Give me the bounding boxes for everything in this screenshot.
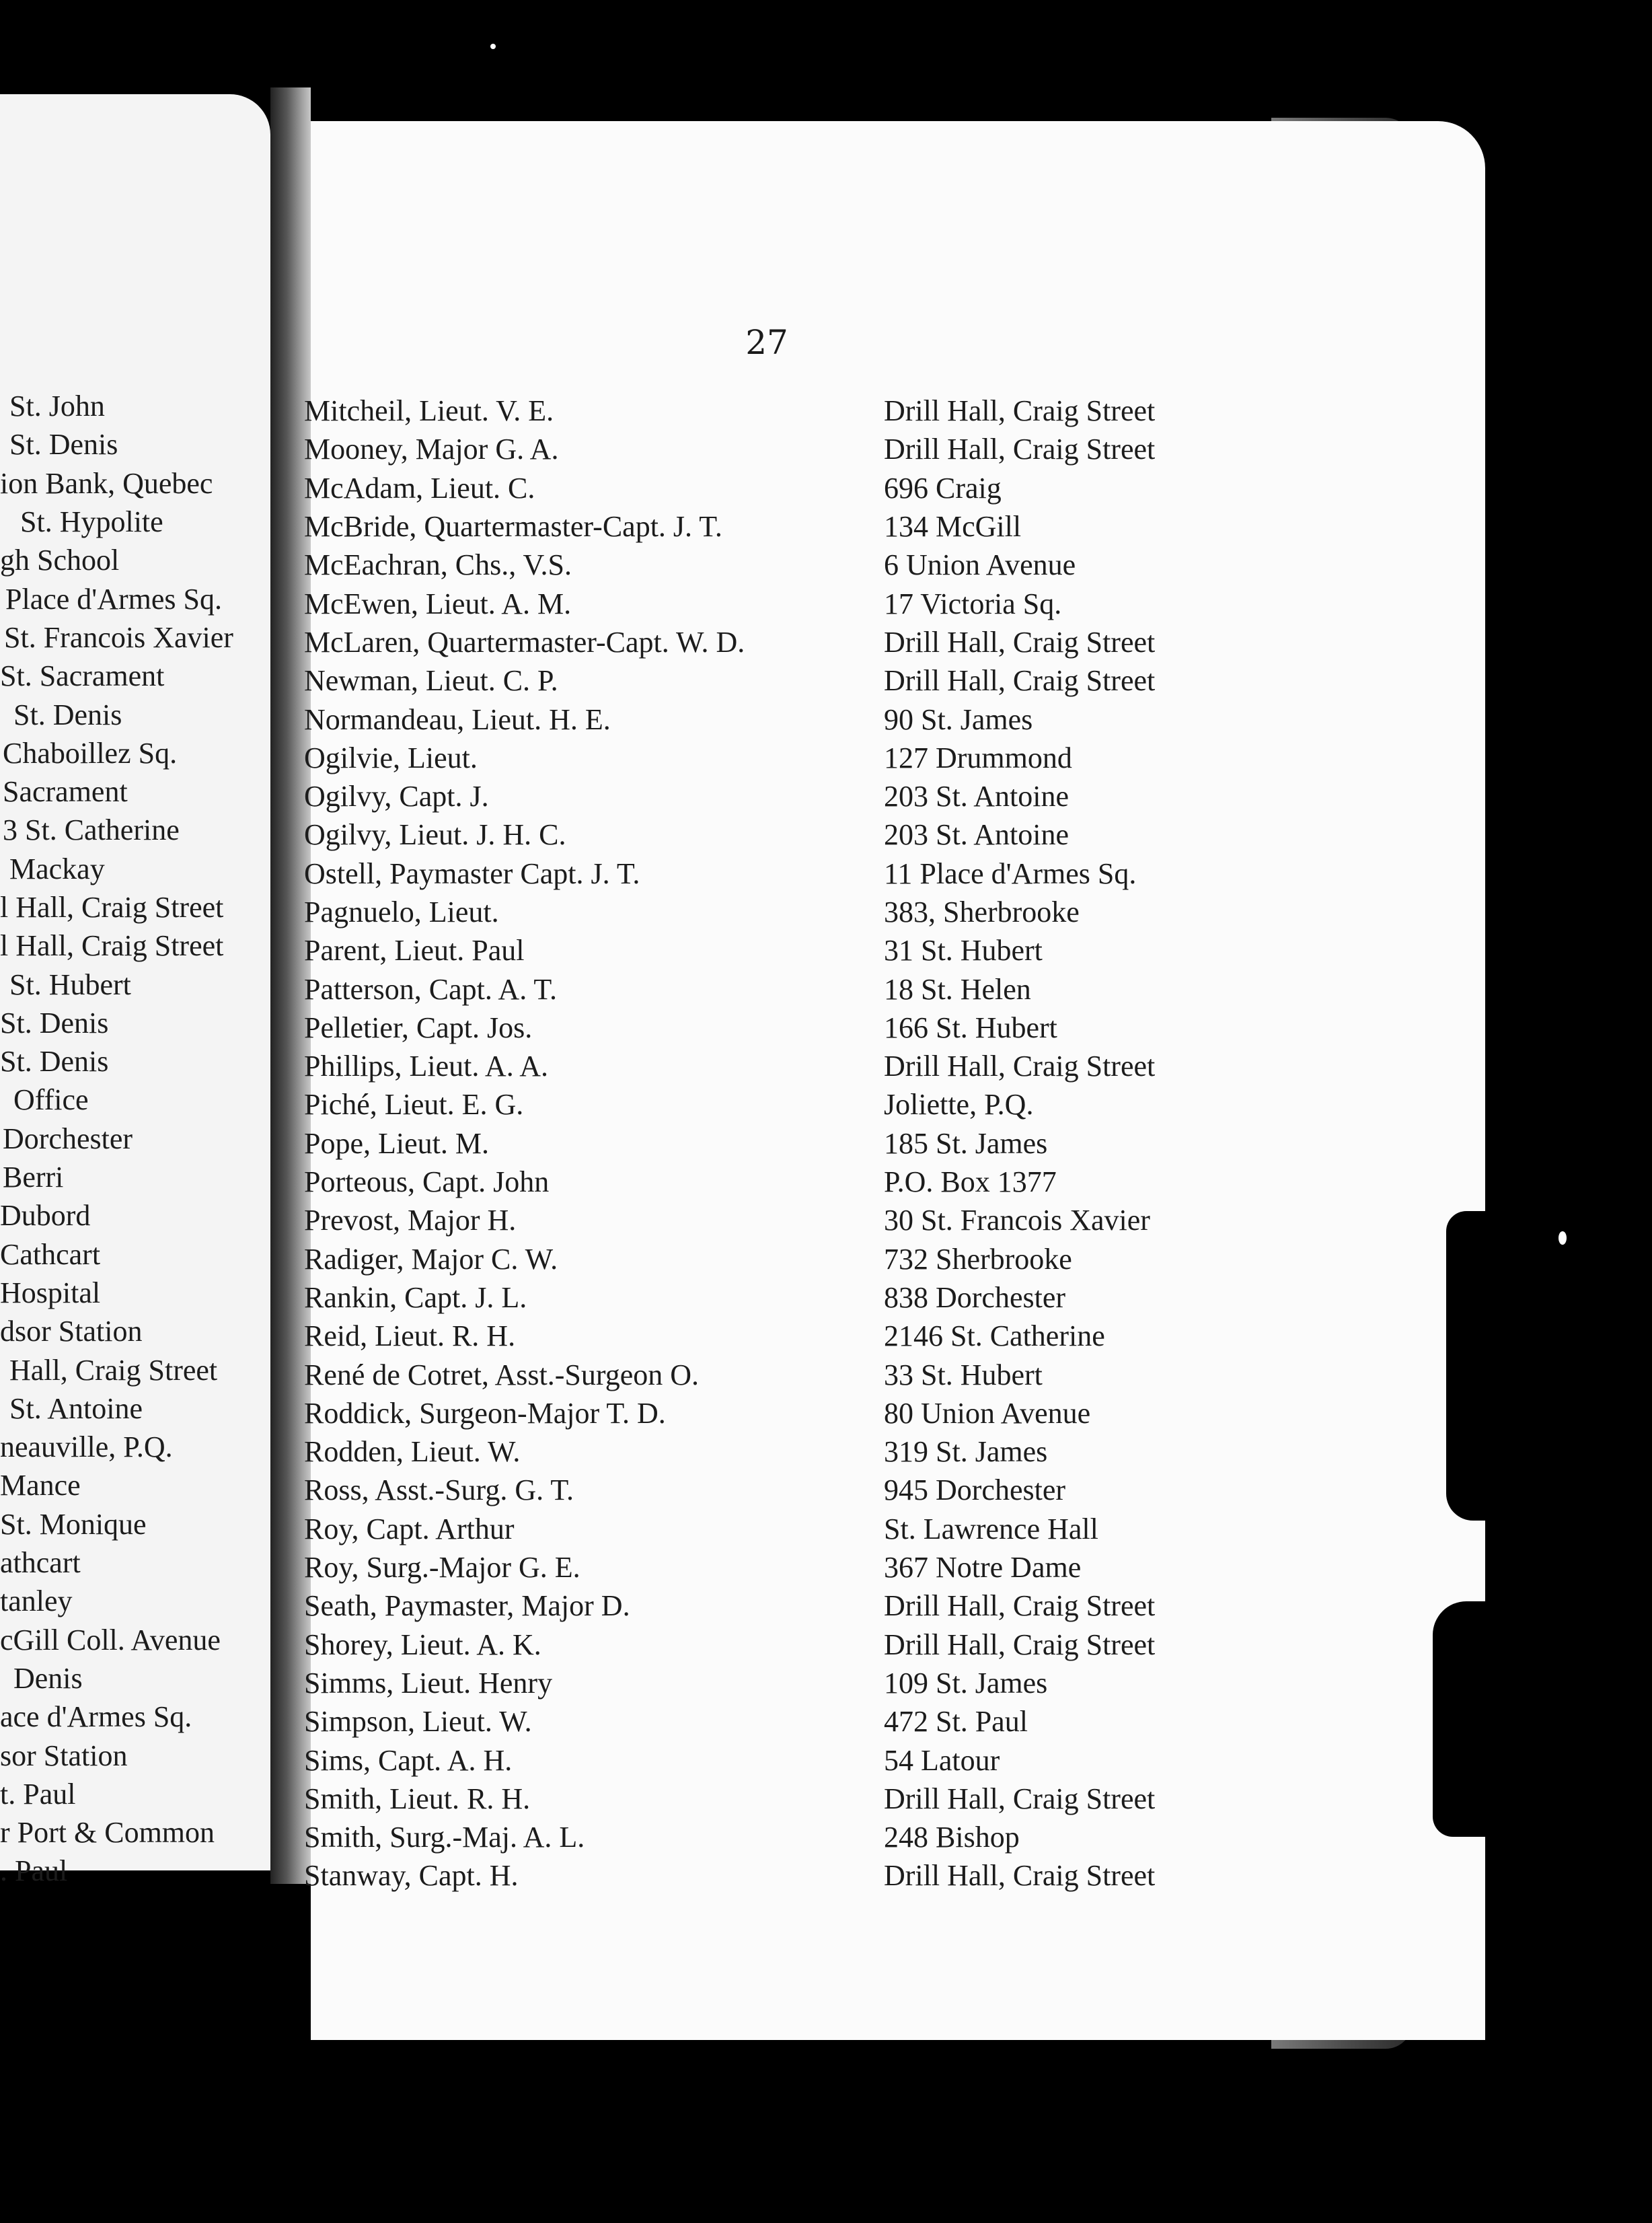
left-page-line: Chaboillez Sq. [3, 736, 178, 770]
left-page-line: Sacrament [3, 775, 128, 809]
left-page-line: Cathcart [0, 1237, 101, 1271]
entry-name: Pelletier, Capt. Jos. [304, 1011, 533, 1044]
directory-entry [304, 1317, 1286, 1355]
directory-entry [304, 1394, 1286, 1432]
left-page-line: ace d'Armes Sq. [0, 1700, 192, 1734]
entry-name: Smith, Lieut. R. H. [304, 1782, 531, 1815]
directory-entry [304, 1626, 1286, 1664]
left-page-line: St. Francois Xavier [4, 620, 233, 654]
entry-name: Ostell, Paymaster Capt. J. T. [304, 857, 640, 890]
entry-address: Drill Hall, Craig Street [884, 394, 1156, 428]
left-page-line: 3 St. Catherine [3, 813, 180, 847]
directory-list [304, 392, 1286, 1895]
entry-name: Piché, Lieut. E. G. [304, 1088, 524, 1122]
left-page-line: Hospital [0, 1276, 101, 1309]
left-page-line: St. Hypolite [20, 505, 163, 539]
directory-entry [304, 1471, 1286, 1509]
entry-address: Drill Hall, Craig Street [884, 1782, 1156, 1815]
entry-name: McEwen, Lieut. A. M. [304, 587, 572, 620]
entry-name: Smith, Surg.-Maj. A. L. [304, 1821, 585, 1854]
directory-entry [304, 1856, 1286, 1895]
entry-address: 203 St. Antoine [884, 818, 1069, 852]
entry-name: Porteous, Capt. John [304, 1165, 550, 1199]
entry-address: 203 St. Antoine [884, 780, 1069, 813]
left-page-line: Hall, Craig Street [9, 1353, 218, 1387]
left-page-line: tanley [0, 1584, 73, 1618]
entry-address: Drill Hall, Craig Street [884, 1589, 1156, 1623]
entry-address: 166 St. Hubert [884, 1011, 1057, 1044]
left-page-line: St. Denis [13, 698, 122, 731]
directory-entry [304, 623, 1286, 661]
entry-name: Ogilvy, Lieut. J. H. C. [304, 818, 566, 852]
entry-name: Prevost, Major H. [304, 1204, 517, 1237]
left-page-line: l Hall, Craig Street [0, 891, 224, 924]
entry-name: Simms, Lieut. Henry [304, 1666, 553, 1700]
entry-address: 127 Drummond [884, 741, 1072, 774]
entry-name: Patterson, Capt. A. T. [304, 972, 558, 1006]
entry-address: St. Lawrence Hall [884, 1512, 1098, 1545]
directory-entry [304, 1664, 1286, 1702]
entry-address: Drill Hall, Craig Street [884, 1859, 1156, 1893]
entry-address: 33 St. Hubert [884, 1358, 1043, 1391]
left-page-line: St. John [9, 390, 105, 423]
left-page-text [0, 387, 270, 1891]
directory-entry [304, 469, 1286, 507]
left-page-line: Mance [0, 1469, 81, 1502]
left-page-line: Place d'Armes Sq. [5, 582, 222, 616]
directory-entry [304, 1278, 1286, 1317]
directory-entry [304, 854, 1286, 893]
entry-address: 383, Sherbrooke [884, 896, 1080, 928]
entry-address: Joliette, P.Q. [884, 1088, 1034, 1122]
entry-address: 472 St. Paul [884, 1705, 1028, 1739]
left-page-line: neauville, P.Q. [0, 1430, 173, 1464]
left-page-line: athcart [0, 1546, 81, 1580]
entry-name: Shorey, Lieut. A. K. [304, 1628, 541, 1661]
entry-address: 134 McGill [884, 510, 1022, 544]
entry-name: Stanway, Capt. H. [304, 1859, 519, 1893]
entry-name: McBride, Quartermaster-Capt. J. T. [304, 510, 722, 544]
entry-address: 319 St. James [884, 1435, 1048, 1469]
entry-name: Mitcheil, Lieut. V. E. [304, 394, 554, 428]
directory-entry [304, 584, 1286, 622]
entry-name: McEachran, Chs., V.S. [304, 548, 572, 582]
directory-entry [304, 1240, 1286, 1278]
left-page-line: Office [13, 1083, 89, 1117]
directory-entry [304, 931, 1286, 970]
left-page-line: St. Denis [0, 1045, 109, 1079]
left-page-line: Dubord [0, 1199, 91, 1233]
scan-speck [490, 44, 496, 49]
entry-address: 54 Latour [884, 1743, 1000, 1777]
directory-entry [304, 815, 1286, 854]
entry-address: 945 Dorchester [884, 1473, 1066, 1507]
left-page-line: Mackay [9, 852, 105, 885]
left-page-line: gh School [0, 544, 120, 577]
entry-name: Sims, Capt. A. H. [304, 1743, 513, 1777]
entry-name: Seath, Paymaster, Major D. [304, 1589, 630, 1623]
directory-entry [304, 1085, 1286, 1124]
torn-page-edge [1446, 1211, 1487, 1521]
directory-entry [304, 546, 1286, 584]
entry-name: Ogilvy, Capt. J. [304, 780, 489, 813]
left-page-line: St. Antoine [9, 1391, 143, 1425]
entry-address: Drill Hall, Craig Street [884, 1050, 1156, 1083]
entry-name: Ross, Asst.-Surg. G. T. [304, 1473, 574, 1507]
entry-name: Reid, Lieut. R. H. [304, 1319, 516, 1353]
entry-name: Mooney, Major G. A. [304, 433, 559, 466]
directory-entry [304, 739, 1286, 777]
left-page-line: l Hall, Craig Street [0, 929, 224, 963]
entry-name: Pagnuelo, Lieut. [304, 896, 499, 928]
entry-address: 80 Union Avenue [884, 1396, 1091, 1430]
entry-address: Drill Hall, Craig Street [884, 625, 1156, 659]
entry-name: Ogilvie, Lieut. [304, 741, 478, 774]
directory-entry [304, 1741, 1286, 1779]
directory-entry [304, 1510, 1286, 1548]
directory-entry [304, 507, 1286, 546]
directory-entry [304, 392, 1286, 430]
entry-address: 90 St. James [884, 702, 1033, 736]
left-page-line: Dorchester [3, 1122, 133, 1155]
left-page-line: cGill Coll. Avenue [0, 1623, 221, 1656]
directory-entry [304, 661, 1286, 700]
entry-address: Drill Hall, Craig Street [884, 1628, 1156, 1661]
directory-entry [304, 1201, 1286, 1239]
left-page-line: St. Denis [0, 1006, 109, 1040]
entry-address: 109 St. James [884, 1666, 1048, 1700]
entry-address: 6 Union Avenue [884, 548, 1076, 582]
directory-entry [304, 1818, 1286, 1856]
left-page-line: . Paul [0, 1854, 68, 1888]
directory-entry [304, 893, 1286, 931]
left-page-line: dsor Station [0, 1315, 143, 1348]
entry-name: Normandeau, Lieut. H. E. [304, 702, 611, 736]
directory-entry [304, 970, 1286, 1008]
entry-name: Pope, Lieut. M. [304, 1126, 489, 1160]
entry-address: 2146 St. Catherine [884, 1319, 1105, 1353]
left-page-line: St. Hubert [9, 968, 131, 1001]
entry-address: P.O. Box 1377 [884, 1165, 1057, 1199]
left-page-line: St. Sacrament [0, 659, 165, 693]
left-page-line: t. Paul [0, 1777, 76, 1811]
directory-entry [304, 430, 1286, 468]
entry-address: 248 Bishop [884, 1821, 1020, 1854]
torn-page-edge [1433, 1601, 1487, 1837]
scan-speck [1559, 1231, 1567, 1245]
left-page-line: ion Bank, Quebec [0, 466, 213, 500]
left-page-line: Denis [13, 1661, 83, 1695]
directory-entry [304, 777, 1286, 815]
directory-entry [304, 1702, 1286, 1741]
directory-entry [304, 1780, 1286, 1818]
entry-address: 732 Sherbrooke [884, 1242, 1072, 1276]
directory-entry [304, 1009, 1286, 1047]
directory-entry [304, 1124, 1286, 1163]
left-page-line: sor Station [0, 1739, 128, 1772]
entry-address: Drill Hall, Craig Street [884, 664, 1156, 698]
directory-entry [304, 700, 1286, 738]
entry-address: Drill Hall, Craig Street [884, 433, 1156, 466]
entry-name: Rankin, Capt. J. L. [304, 1280, 527, 1314]
entry-name: Simpson, Lieut. W. [304, 1705, 532, 1739]
directory-entry [304, 1587, 1286, 1625]
entry-address: 11 Place d'Armes Sq. [884, 857, 1137, 890]
entry-address: 17 Victoria Sq. [884, 587, 1062, 620]
left-page-line: Berri [3, 1161, 64, 1194]
entry-address: 185 St. James [884, 1126, 1048, 1160]
entry-name: Rodden, Lieut. W. [304, 1435, 521, 1469]
left-page-line: St. Denis [9, 428, 118, 462]
entry-name: Parent, Lieut. Paul [304, 934, 525, 968]
entry-name: Newman, Lieut. C. P. [304, 664, 558, 698]
entry-address: 18 St. Helen [884, 972, 1031, 1006]
entry-name: Radiger, Major C. W. [304, 1242, 558, 1276]
left-page-line: St. Monique [0, 1507, 147, 1541]
entry-name: René de Cotret, Asst.-Surgeon O. [304, 1358, 700, 1391]
entry-name: McLaren, Quartermaster-Capt. W. D. [304, 625, 745, 659]
entry-name: Roy, Capt. Arthur [304, 1512, 515, 1545]
entry-address: 838 Dorchester [884, 1280, 1066, 1314]
entry-address: 367 Notre Dame [884, 1551, 1082, 1584]
directory-entry [304, 1163, 1286, 1201]
entry-address: 31 St. Hubert [884, 934, 1043, 968]
directory-entry [304, 1548, 1286, 1587]
directory-entry [304, 1047, 1286, 1085]
directory-entry [304, 1355, 1286, 1393]
page-number: 27 [745, 323, 788, 362]
entry-address: 696 Craig [884, 471, 1002, 505]
entry-name: McAdam, Lieut. C. [304, 471, 535, 505]
entry-name: Roddick, Surgeon-Major T. D. [304, 1396, 666, 1430]
entry-name: Phillips, Lieut. A. A. [304, 1050, 549, 1083]
left-page-line: r Port & Common [0, 1816, 215, 1850]
directory-entry [304, 1432, 1286, 1471]
entry-name: Roy, Surg.-Major G. E. [304, 1551, 580, 1584]
entry-address: 30 St. Francois Xavier [884, 1204, 1150, 1237]
